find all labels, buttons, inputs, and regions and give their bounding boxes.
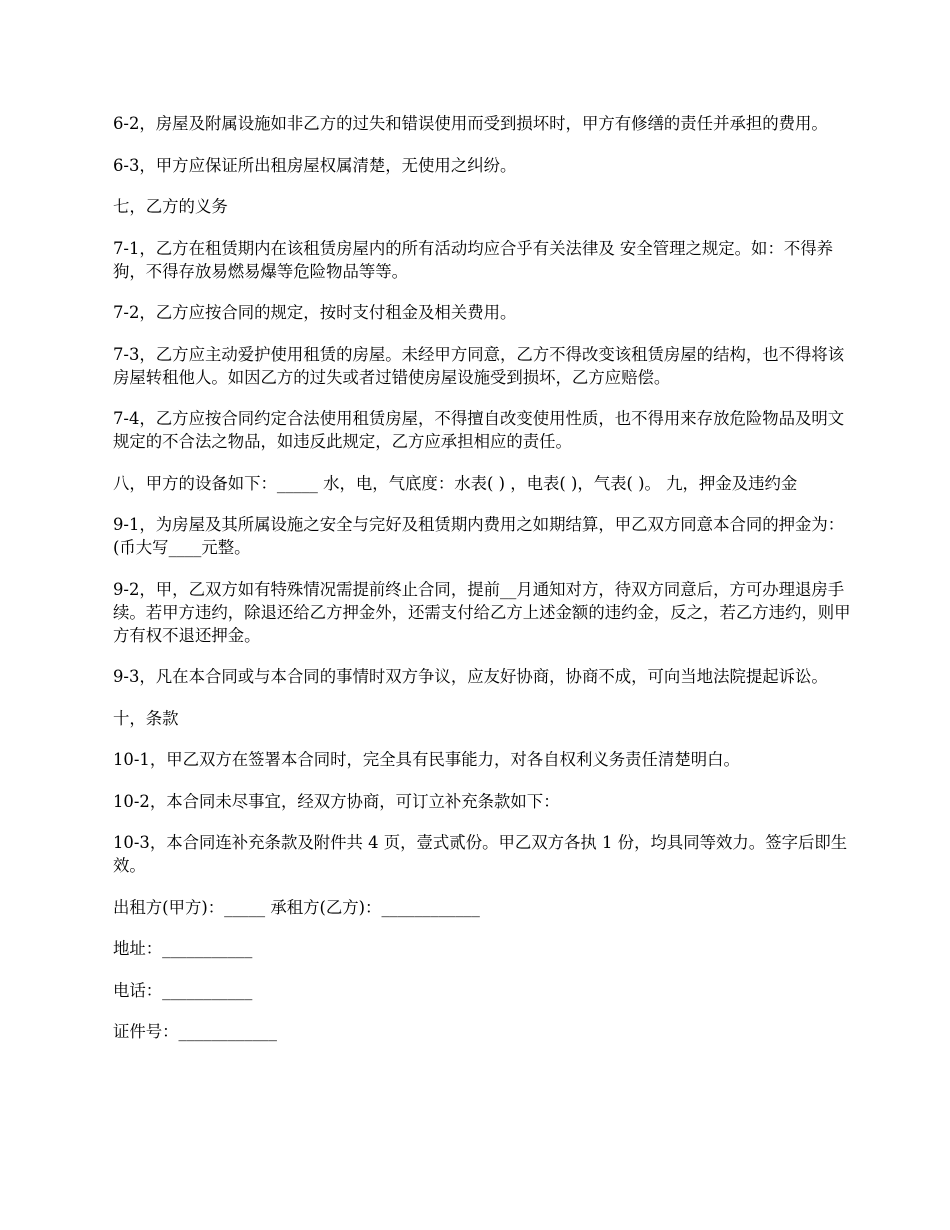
contract-page xyxy=(113,112,858,1062)
clause-9-3: 9-3，凡在本合同或与本合同的事情时双方争议，应友好协商，协商不成，可向当地法院提起诉讼。 xyxy=(113,667,828,686)
address-line: 地址：___________ xyxy=(113,939,253,958)
clause-7-2: 7-2，乙方应按合同的规定，按时支付租金及相关费用。 xyxy=(113,303,517,322)
clause-7-1: 7-1，乙方在租赁期内在该租赁房屋内的所有活动均应合乎有关法律及 安全管理之规定。如：不得养狗，不得存放易燃易爆等危险物品等等。 xyxy=(113,238,834,281)
clause-9-1: 9-1，为房屋及其所属设施之安全与完好及租赁期内费用之如期结算，甲乙双方同意本合同的押金为：(币大写____元整。 xyxy=(113,515,845,557)
signature-parties-line: 出租方(甲方)：_____ 承租方(乙方)：____________ xyxy=(113,897,480,917)
clause-10-2: 10-2，本合同未尽事宜，经双方协商，可订立补充条款如下： xyxy=(113,791,560,811)
section-heading-7: 七，乙方的义务 xyxy=(113,197,228,216)
section-heading-8-9: 八，甲方的设备如下：_____ 水，电，气底度：水表( ) ，电表( )，气表( )。 九，押金及违约金 xyxy=(113,473,798,493)
section-heading-10: 十，条款 xyxy=(113,708,179,728)
clause-7-3: 7-3，乙方应主动爱护使用租赁的房屋。未经甲方同意，乙方不得改变该租赁房屋的结构，也不得将该房屋转租他人。如因乙方的过失或者过错使房屋设施受到损坏，乙方应赔偿。 xyxy=(113,344,845,387)
clause-10-1: 10-1，甲乙双方在签署本合同时，完全具有民事能力，对各自权利义务责任清楚明白。 xyxy=(113,750,740,769)
clause-6-2: 6-2，房屋及附属设施如非乙方的过失和错误使用而受到损坏时，甲方有修缮的责任并承担的费用。 xyxy=(113,114,828,133)
clause-7-4: 7-4，乙方应按合同约定合法使用租赁房屋，不得擅自改变使用性质，也不得用来存放危险物品及明文规定的不合法之物品，如违反此规定，乙方应承担相应的责任。 xyxy=(113,409,845,451)
phone-line: 电话：___________ xyxy=(113,980,253,1000)
clause-10-3: 10-3，本合同连补充条款及附件共 4 页，壹式贰份。甲乙双方各执 1 份，均具同等效力。签字后即生效。 xyxy=(113,833,848,875)
id-number-line: 证件号：____________ xyxy=(113,1022,277,1041)
clause-9-2: 9-2，甲，乙双方如有特殊情况需提前终止合同，提前__月通知对方，待双方同意后，方可办理退房手续。若甲方违约，除退还给乙方押金外，还需支付给乙方上述金额的违约金，反之，若乙方违约，则甲方有权不退还押金。 xyxy=(113,579,851,645)
clause-6-3: 6-3，甲方应保证所出租房屋权属清楚，无使用之纠纷。 xyxy=(113,155,517,175)
